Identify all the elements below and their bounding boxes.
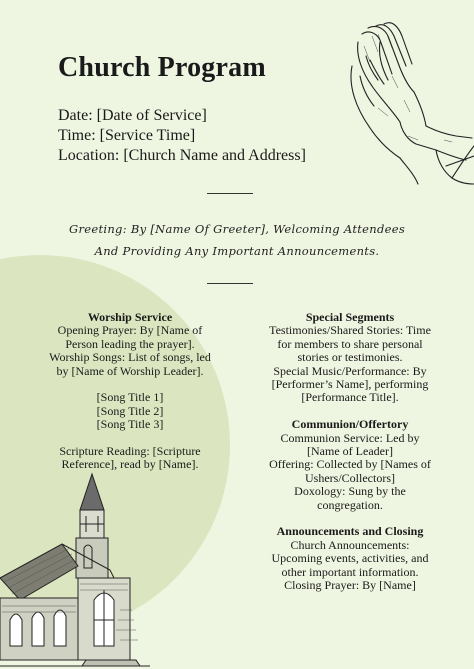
divider-top	[207, 193, 253, 194]
divider-middle	[207, 283, 253, 284]
body-line: Worship Songs: List of songs, led	[49, 350, 211, 365]
body-line: Reference], read by [Name].	[61, 457, 199, 472]
section-title: Worship Service	[87, 310, 173, 324]
body-line: stories or testimonies.	[297, 350, 403, 365]
song-title: [Song Title 3]	[96, 417, 164, 432]
body-line: by [Name of Worship Leader].	[56, 363, 204, 378]
body-line: Ushers/Collectors]	[305, 470, 395, 485]
praying-hands-illustration	[348, 16, 474, 186]
body-line: [Performer’s Name], performing	[271, 377, 429, 392]
body-line: other important information.	[281, 564, 419, 579]
body-line: Church Announcements:	[290, 537, 410, 552]
section-title: Announcements and Closing	[276, 524, 424, 539]
section-title: Communion/Offertory	[291, 417, 409, 432]
church-illustration	[0, 470, 160, 669]
body-line: Doxology: Sung by the	[294, 484, 406, 499]
date-line: Date: [Date of Service]	[58, 107, 207, 124]
section-title: Special Segments	[305, 310, 395, 324]
location-line: Location: [Church Name and Address]	[58, 147, 306, 164]
body-line: Upcoming events, activities, and	[271, 551, 429, 566]
body-line: [Name of Leader]	[307, 444, 393, 459]
worship-service-section	[42, 311, 218, 472]
body-line: Opening Prayer: By [Name of	[57, 323, 203, 338]
right-column	[260, 311, 440, 593]
body-line: Offering: Collected by [Names of	[269, 457, 431, 472]
time-line: Time: [Service Time]	[58, 127, 196, 144]
body-line: [Performance Title].	[301, 390, 399, 405]
service-info	[58, 106, 306, 166]
body-line: Communion Service: Led by	[280, 430, 420, 445]
body-line: Scripture Reading: [Scripture	[59, 444, 201, 459]
song-title: [Song Title 1]	[96, 390, 164, 405]
body-line: Testimonies/Shared Stories: Time	[269, 323, 431, 338]
song-title: [Song Title 2]	[96, 403, 164, 418]
body-line: Person leading the prayer].	[65, 336, 195, 351]
page-title: Church Program	[58, 52, 266, 83]
body-line: Special Music/Performance: By	[273, 363, 427, 378]
greeting-line-1: Greeting: By [Name Of Greeter], Welcoming Attendees	[68, 222, 406, 236]
greeting-text	[40, 218, 434, 262]
greeting-line-2: And Providing Any Important Announcements.	[94, 244, 380, 258]
body-line: for members to share personal	[277, 336, 423, 351]
body-line: congregation.	[317, 497, 383, 512]
body-line: Closing Prayer: By [Name]	[284, 578, 416, 593]
